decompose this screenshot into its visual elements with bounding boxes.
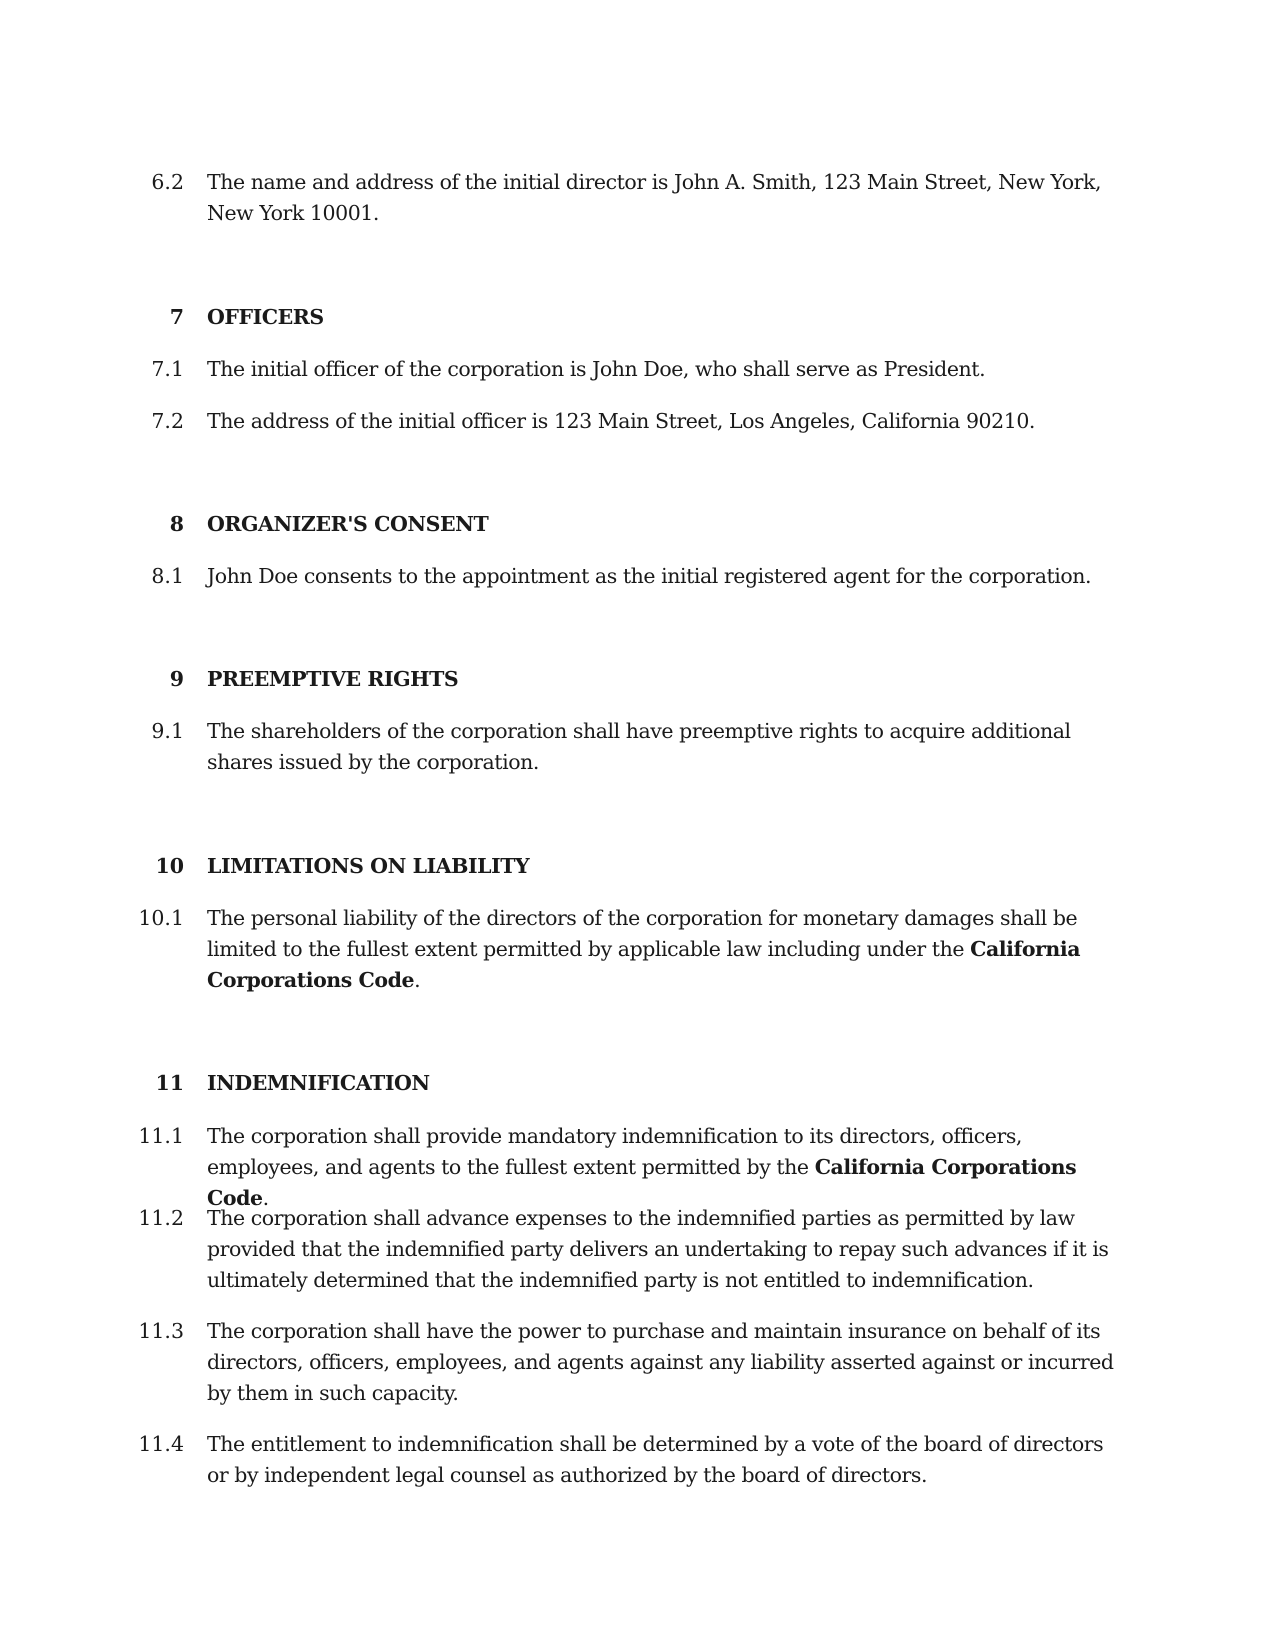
clause-text: The corporation shall advance expenses to the indemnified parties as permitted by law provided that the indemnified party delivers an undertaking to repay such advances if it is ultimately determined that the indemnified party is not entitled to indemnification.	[207, 1206, 1109, 1292]
clause-number: 11.2	[138, 1206, 184, 1230]
section-number: 7	[169, 305, 184, 329]
section-number: 10	[155, 854, 184, 878]
clause-text: John Doe consents to the appointment as the initial registered agent for the corporation.	[207, 564, 1092, 588]
statute-reference: California Corporations Code	[207, 1155, 1077, 1210]
clause-number: 10.1	[138, 906, 184, 930]
clause-text	[207, 903, 1127, 996]
clause-number: 8.1	[151, 564, 184, 588]
clause-number: 6.2	[151, 170, 184, 194]
clause-number: 11.1	[138, 1124, 184, 1148]
clause-text: The corporation shall have the power to purchase and maintain insurance on behalf of its directors, officers, employees, and agents against any liability asserted against or incurred by them in such capacity.	[207, 1319, 1114, 1405]
clause-text: The address of the initial officer is 123 Main Street, Los Angeles, California 90210.	[207, 409, 1035, 433]
clause-number: 11.4	[138, 1432, 184, 1456]
clause-text: The initial officer of the corporation is John Doe, who shall serve as President.	[207, 357, 986, 381]
clause-text	[207, 1121, 1127, 1214]
clause-number: 11.3	[138, 1319, 184, 1343]
clause-text: The name and address of the initial director is John A. Smith, 123 Main Street, New York, New York 10001.	[207, 170, 1102, 225]
section-number: 9	[169, 667, 184, 691]
section-number: 8	[169, 512, 184, 536]
clause-text: The shareholders of the corporation shall have preemptive rights to acquire additional shares issued by the corporation.	[207, 719, 1071, 774]
clause-text-body: The personal liability of the directors of the corporation for monetary damages shall be limited to the fullest extent permitted by applicable law including under the	[207, 906, 1078, 961]
section-title: ORGANIZER'S CONSENT	[207, 512, 489, 536]
section-title: INDEMNIFICATION	[207, 1071, 430, 1095]
clause-number: 7.2	[151, 409, 184, 433]
clause-text-body: The corporation shall provide mandatory indemnification to its directors, officers, employees, and agents to the fullest extent permitted by the	[207, 1124, 1022, 1179]
clause-text: The entitlement to indemnification shall be determined by a vote of the board of directors or by independent legal counsel as authorized by the board of directors.	[207, 1432, 1104, 1487]
section-title: LIMITATIONS ON LIABILITY	[207, 854, 530, 878]
clause-number: 7.1	[151, 357, 184, 381]
section-number: 11	[155, 1071, 184, 1095]
section-title: OFFICERS	[207, 305, 324, 329]
clause-text-tail: .	[262, 1186, 269, 1210]
statute-reference: California Corporations Code	[207, 937, 1081, 992]
section-title: PREEMPTIVE RIGHTS	[207, 667, 459, 691]
clause-number: 9.1	[151, 719, 184, 743]
clause-text-tail: .	[414, 968, 421, 992]
